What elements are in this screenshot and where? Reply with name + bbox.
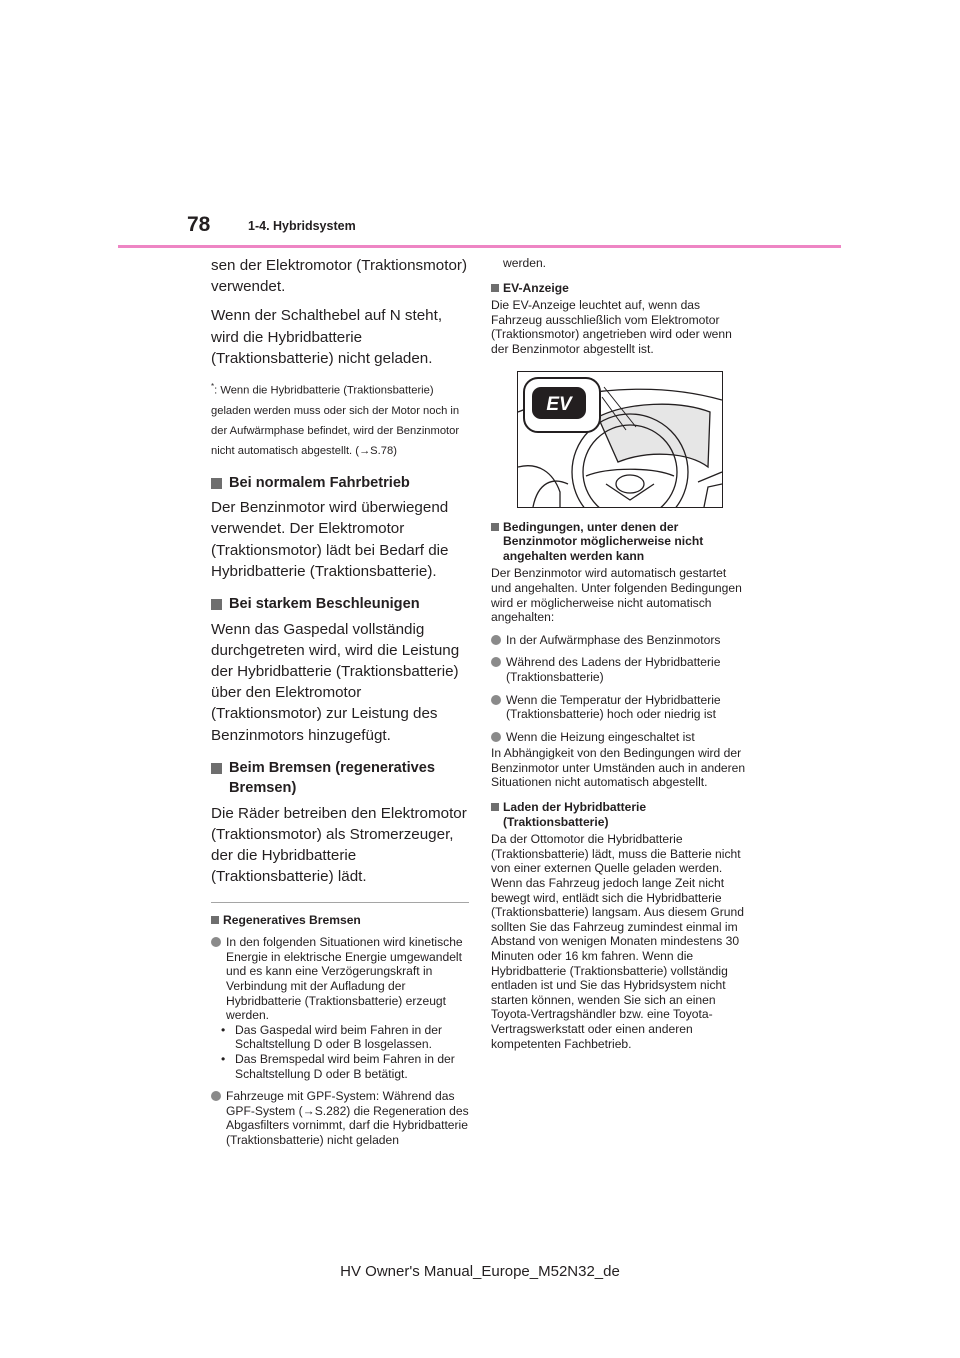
paragraph: Die Räder betreiben den Elektromotor (Traktionsmotor) als Stromerzeuger, der die Hybridbatterie (Traktionsbatterie) lädt. (211, 804, 467, 886)
right-column (491, 256, 749, 1057)
list-item: Wenn die Temperatur der Hybridbatterie (Traktionsbatterie) hoch oder niedrig ist (491, 693, 749, 722)
paragraph: Da der Ottomotor die Hybridbatterie (Traktionsbatterie) lädt, muss die Batterie nicht von einer externen Quelle geladen werden. Wenn das Fahrzeug jedoch lange Zeit nicht bewegt wird, entlädt sich die Hybridbatterie (Traktionsbatterie) langsam. Aus diesem Grund sollten Sie das Fahrzeug zumindest einmal im Abstand von wenigen Monaten mindestens 30 Minuten oder 16 km fahren. Wenn die Hybridbatterie (Traktionsbatterie) vollständig entladen ist und Sie das Hybridsystem nicht starten können, wenden Sie sich an einen Toyota-Vertragshändler bzw. eine Toyota-Vertragswerkstatt oder einen anderen kompetenten Fachbetrieb. (491, 832, 744, 1051)
circle-bullet-icon (211, 1091, 221, 1101)
square-bullet-icon (211, 478, 222, 489)
circle-bullet-icon (491, 657, 501, 667)
paragraph: Der Benzinmotor wird überwiegend verwendet. Der Elektromotor (Traktionsmotor) lädt bei Bedarf die Hybridbatterie (Traktionsbatterie). (211, 499, 449, 580)
paragraph: Der Benzinmotor wird automatisch gestartet und angehalten. Unter folgenden Bedingungen wird er möglicherweise nicht automatisch angehalten: (491, 566, 742, 625)
list-item: In den folgenden Situationen wird kinetische Energie in elektrische Energie umgewandelt und es kann eine Verzögerungskraft in Verbindung mit der Aufladung der Hybridbatterie (Traktionsbatterie) erzeugt werden. • Das Gaspedal wird beim Fahren in der Schaltstellung D oder B losgelassen. • Das Bremspedal wird beim Fahren in der Schaltstellung D oder B betätigt. (211, 935, 469, 1081)
heading-braking: Beim Bremsen (regeneratives Bremsen) (211, 758, 469, 799)
footnote-marker: * (211, 382, 215, 392)
paragraph: Die EV-Anzeige leuchtet auf, wenn das Fahrzeug ausschließlich vom Elektromotor (Traktionsmotor) angetrieben wird oder wenn der Benzinmotor abgestellt ist. (491, 298, 732, 356)
paragraph: Wenn das Gaspedal vollständig durchgetreten wird, wird die Leistung der Hybridbatterie (Traktionsbatterie) über den Elektromotor (Traktionsmotor) zur Leistung des Benzinmotors hinzugefügt. (211, 620, 460, 744)
heading-ev-indicator: EV-Anzeige (491, 281, 749, 296)
footnote (211, 377, 469, 461)
divider (211, 902, 469, 903)
ev-dashboard-figure (517, 371, 723, 508)
list-item: Fahrzeuge mit GPF-System: Während das GPF-System (→S.282) die Regeneration des Abgasfilters vornimmt, darf die Hybridbatterie (Traktionsbatterie) nicht geladen (211, 1089, 469, 1147)
paragraph: werden. (503, 256, 547, 270)
heading-conditions: Bedingungen, unter denen der Benzinmotor möglicherweise nicht angehalten werden kann (491, 520, 749, 564)
square-bullet-icon (491, 284, 499, 292)
header-rule (118, 245, 841, 248)
sub-list-item: • Das Bremspedal wird beim Fahren in der Schaltstellung D oder B betätigt. (211, 1052, 469, 1081)
heading-charging: Laden der Hybridbatterie (Traktionsbatterie) (491, 800, 749, 829)
heading-strong-acceleration: Bei starkem Beschleunigen (211, 594, 469, 615)
left-column (211, 255, 469, 1154)
page-number: 78 (187, 213, 211, 236)
circle-bullet-icon (491, 732, 501, 742)
paragraph: sen der Elektromotor (Traktionsmotor) verwendet. (211, 257, 468, 296)
circle-bullet-icon (211, 937, 221, 947)
ev-badge-text: EV (546, 393, 572, 415)
square-bullet-icon (211, 763, 222, 774)
sub-list-item: • Das Gaspedal wird beim Fahren in der Schaltstellung D oder B losgelassen. (211, 1023, 469, 1052)
square-bullet-icon (491, 523, 499, 531)
list-item: Während des Ladens der Hybridbatterie (Traktionsbatterie) (491, 655, 749, 684)
square-bullet-icon (211, 916, 219, 924)
heading-regenerative-braking: Regeneratives Bremsen (211, 913, 469, 928)
footer: HV Owner's Manual_Europe_M52N32_de (340, 1263, 620, 1280)
circle-bullet-icon (491, 695, 501, 705)
section-label: 1-4. Hybridsystem (248, 219, 356, 233)
paragraph: In Abhängigkeit von den Bedingungen wird der Benzinmotor unter Umständen auch in anderen Situationen nicht automatisch abgestellt. (491, 746, 746, 790)
circle-bullet-icon (491, 635, 501, 645)
list-item: Wenn die Heizung eingeschaltet ist (491, 730, 749, 745)
square-bullet-icon (491, 803, 499, 811)
heading-normal-driving: Bei normalem Fahrbetrieb (211, 473, 469, 494)
list-item: In der Aufwärmphase des Benzinmotors (491, 633, 749, 648)
footnote-text: : Wenn die Hybridbatterie (Traktionsbatterie) geladen werden muss oder sich der Motor noch in der Aufwärmphase befindet, wird der Benzinmotor nicht automatisch abgestellt. (→S.78) (211, 384, 460, 457)
dashboard-illustration (518, 372, 722, 507)
paragraph: Wenn der Schalthebel auf N steht, wird die Hybridbatterie (Traktionsbatterie) nicht geladen. (211, 307, 443, 367)
square-bullet-icon (211, 599, 222, 610)
